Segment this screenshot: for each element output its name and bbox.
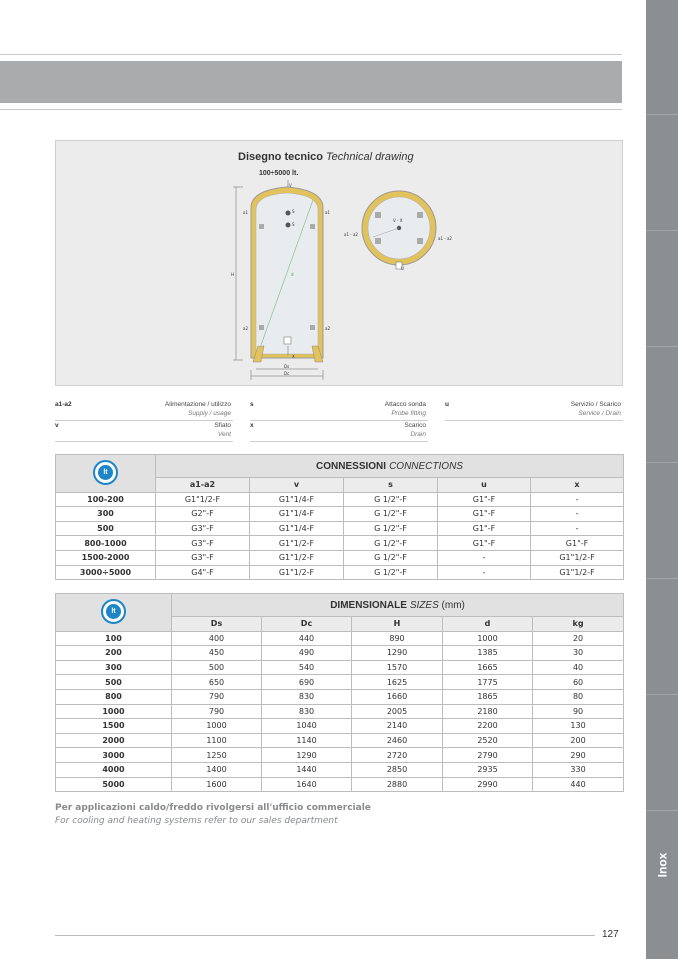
- svg-text:a1: a1: [243, 210, 248, 215]
- legend-item-x: [250, 421, 428, 442]
- svg-text:a2: a2: [325, 326, 330, 331]
- svg-text:U: U: [401, 266, 404, 271]
- svg-text:H: H: [231, 272, 235, 277]
- side-tab-inox[interactable]: [647, 848, 677, 882]
- svg-text:X: X: [292, 354, 295, 359]
- drawing-title-it: Disegno tecnico: [238, 151, 323, 163]
- tank-side-view: [231, 180, 330, 380]
- legend-code: s: [250, 401, 254, 408]
- water-drop-lt-icon: lt: [93, 460, 118, 485]
- svg-text:a1 - a2: a1 - a2: [344, 232, 358, 237]
- column-header: x: [531, 478, 624, 493]
- svg-text:S: S: [292, 209, 295, 214]
- note-english: For cooling and heating systems refer to our sales department: [55, 816, 338, 826]
- table-row: 5000 1600 1640 2880 2990 440: [56, 777, 624, 792]
- tank-technical-drawing: [55, 140, 623, 386]
- table-row: 800 790 830 1660 1865 80: [56, 689, 624, 704]
- legend-code: x: [250, 422, 254, 429]
- side-tab-label: Inox: [654, 852, 669, 878]
- legend-desc-it: Servizio / Scarico: [570, 401, 621, 408]
- legend-desc-it: Sfiato: [214, 422, 231, 429]
- svg-text:Dc: Dc: [284, 371, 290, 376]
- table-row: 800-1000 G3"-F G1"1/2-F G 1/2"-F G1"-F G1"-F: [56, 536, 624, 551]
- svg-text:V: V: [289, 183, 292, 188]
- table-row: 3000 1250 1290 2720 2790 290: [56, 748, 624, 763]
- footer-rule: [55, 935, 595, 936]
- water-drop-lt-icon: lt: [101, 599, 126, 624]
- header-band: [0, 61, 622, 103]
- table-row: 500 G3"-F G1"1/4-F G 1/2"-F G1"-F -: [56, 521, 624, 536]
- connections-table: [55, 454, 624, 580]
- svg-text:d: d: [291, 272, 294, 277]
- header-rule-bottom: [0, 109, 622, 110]
- table-row: 2000 1100 1140 2460 2520 200: [56, 733, 624, 748]
- legend-code: u: [445, 401, 449, 408]
- legend-item-a1-a2: [55, 400, 233, 421]
- svg-text:Ds: Ds: [284, 364, 290, 369]
- svg-text:a1 - a2: a1 - a2: [438, 236, 452, 241]
- column-header: d: [443, 617, 533, 632]
- legend-item-u: [445, 400, 623, 421]
- drawing-title-en: Technical drawing: [325, 151, 414, 163]
- side-tab-strip: [646, 0, 678, 959]
- legend-item-s: [250, 400, 428, 421]
- table-row: 100 400 440 890 1000 20: [56, 631, 624, 646]
- table-row: 100-200 G1"1/2-F G1"1/4-F G 1/2"-F G1"-F -: [56, 492, 624, 507]
- svg-text:S: S: [292, 222, 295, 227]
- legend-desc-en: Drain: [410, 431, 426, 438]
- table-row: 3000÷5000 G4"-F G1"1/2-F G 1/2"-F - G1"1/2-F: [56, 565, 624, 580]
- column-header: Dc: [262, 617, 352, 632]
- table-row: 1000 790 830 2005 2180 90: [56, 704, 624, 719]
- dimensions-logo-cell: [56, 594, 172, 632]
- column-header: s: [344, 478, 438, 493]
- legend-code: a1-a2: [55, 401, 72, 408]
- table-row: 300 G2"-F G1"1/4-F G 1/2"-F G1"-F -: [56, 507, 624, 522]
- legend-desc-it: Scarico: [404, 422, 426, 429]
- column-header: v: [250, 478, 344, 493]
- legend-desc-it: Attacco sonda: [384, 401, 426, 408]
- drawing-capacity-range: 100÷5000 lt.: [259, 170, 299, 177]
- column-header: kg: [533, 617, 624, 632]
- svg-text:a2: a2: [243, 326, 248, 331]
- legend-desc-it: Alimentazione / utilizzo: [164, 401, 231, 408]
- legend-item-v: [55, 421, 233, 442]
- table-row: 4000 1400 1440 2850 2935 330: [56, 762, 624, 777]
- column-header: H: [352, 617, 443, 632]
- table-row: 1500-2000 G3"-F G1"1/2-F G 1/2"-F - G1"1/2-F: [56, 550, 624, 565]
- table-row: 1500 1000 1040 2140 2200 130: [56, 719, 624, 734]
- note-italian: Per applicazioni caldo/freddo rivolgersi all'ufficio commerciale: [55, 803, 371, 813]
- connections-title: CONNESSIONI CONNECTIONS: [156, 455, 624, 478]
- legend-desc-en: Vent: [217, 431, 231, 438]
- connections-logo-cell: [56, 455, 156, 493]
- legend-desc-en: Supply / usage: [187, 410, 231, 417]
- column-header: Ds: [172, 617, 262, 632]
- column-header: a1-a2: [156, 478, 250, 493]
- dimensions-table: [55, 593, 624, 792]
- column-header: u: [438, 478, 531, 493]
- dimensions-title: DIMENSIONALE SIZES (mm): [172, 594, 624, 617]
- legend-code: v: [55, 422, 59, 429]
- legend-desc-en: Service / Drain: [578, 410, 621, 417]
- legend-desc-en: Probe fitting: [391, 410, 426, 417]
- page-number: 127: [602, 929, 619, 940]
- svg-text:a1: a1: [325, 210, 330, 215]
- table-row: 300 500 540 1570 1665 40: [56, 660, 624, 675]
- svg-text:V - X: V - X: [393, 218, 403, 223]
- table-row: 200 450 490 1290 1385 30: [56, 646, 624, 661]
- tank-top-view: [344, 191, 452, 271]
- header-rule-top: [0, 54, 622, 55]
- table-row: 500 650 690 1625 1775 60: [56, 675, 624, 690]
